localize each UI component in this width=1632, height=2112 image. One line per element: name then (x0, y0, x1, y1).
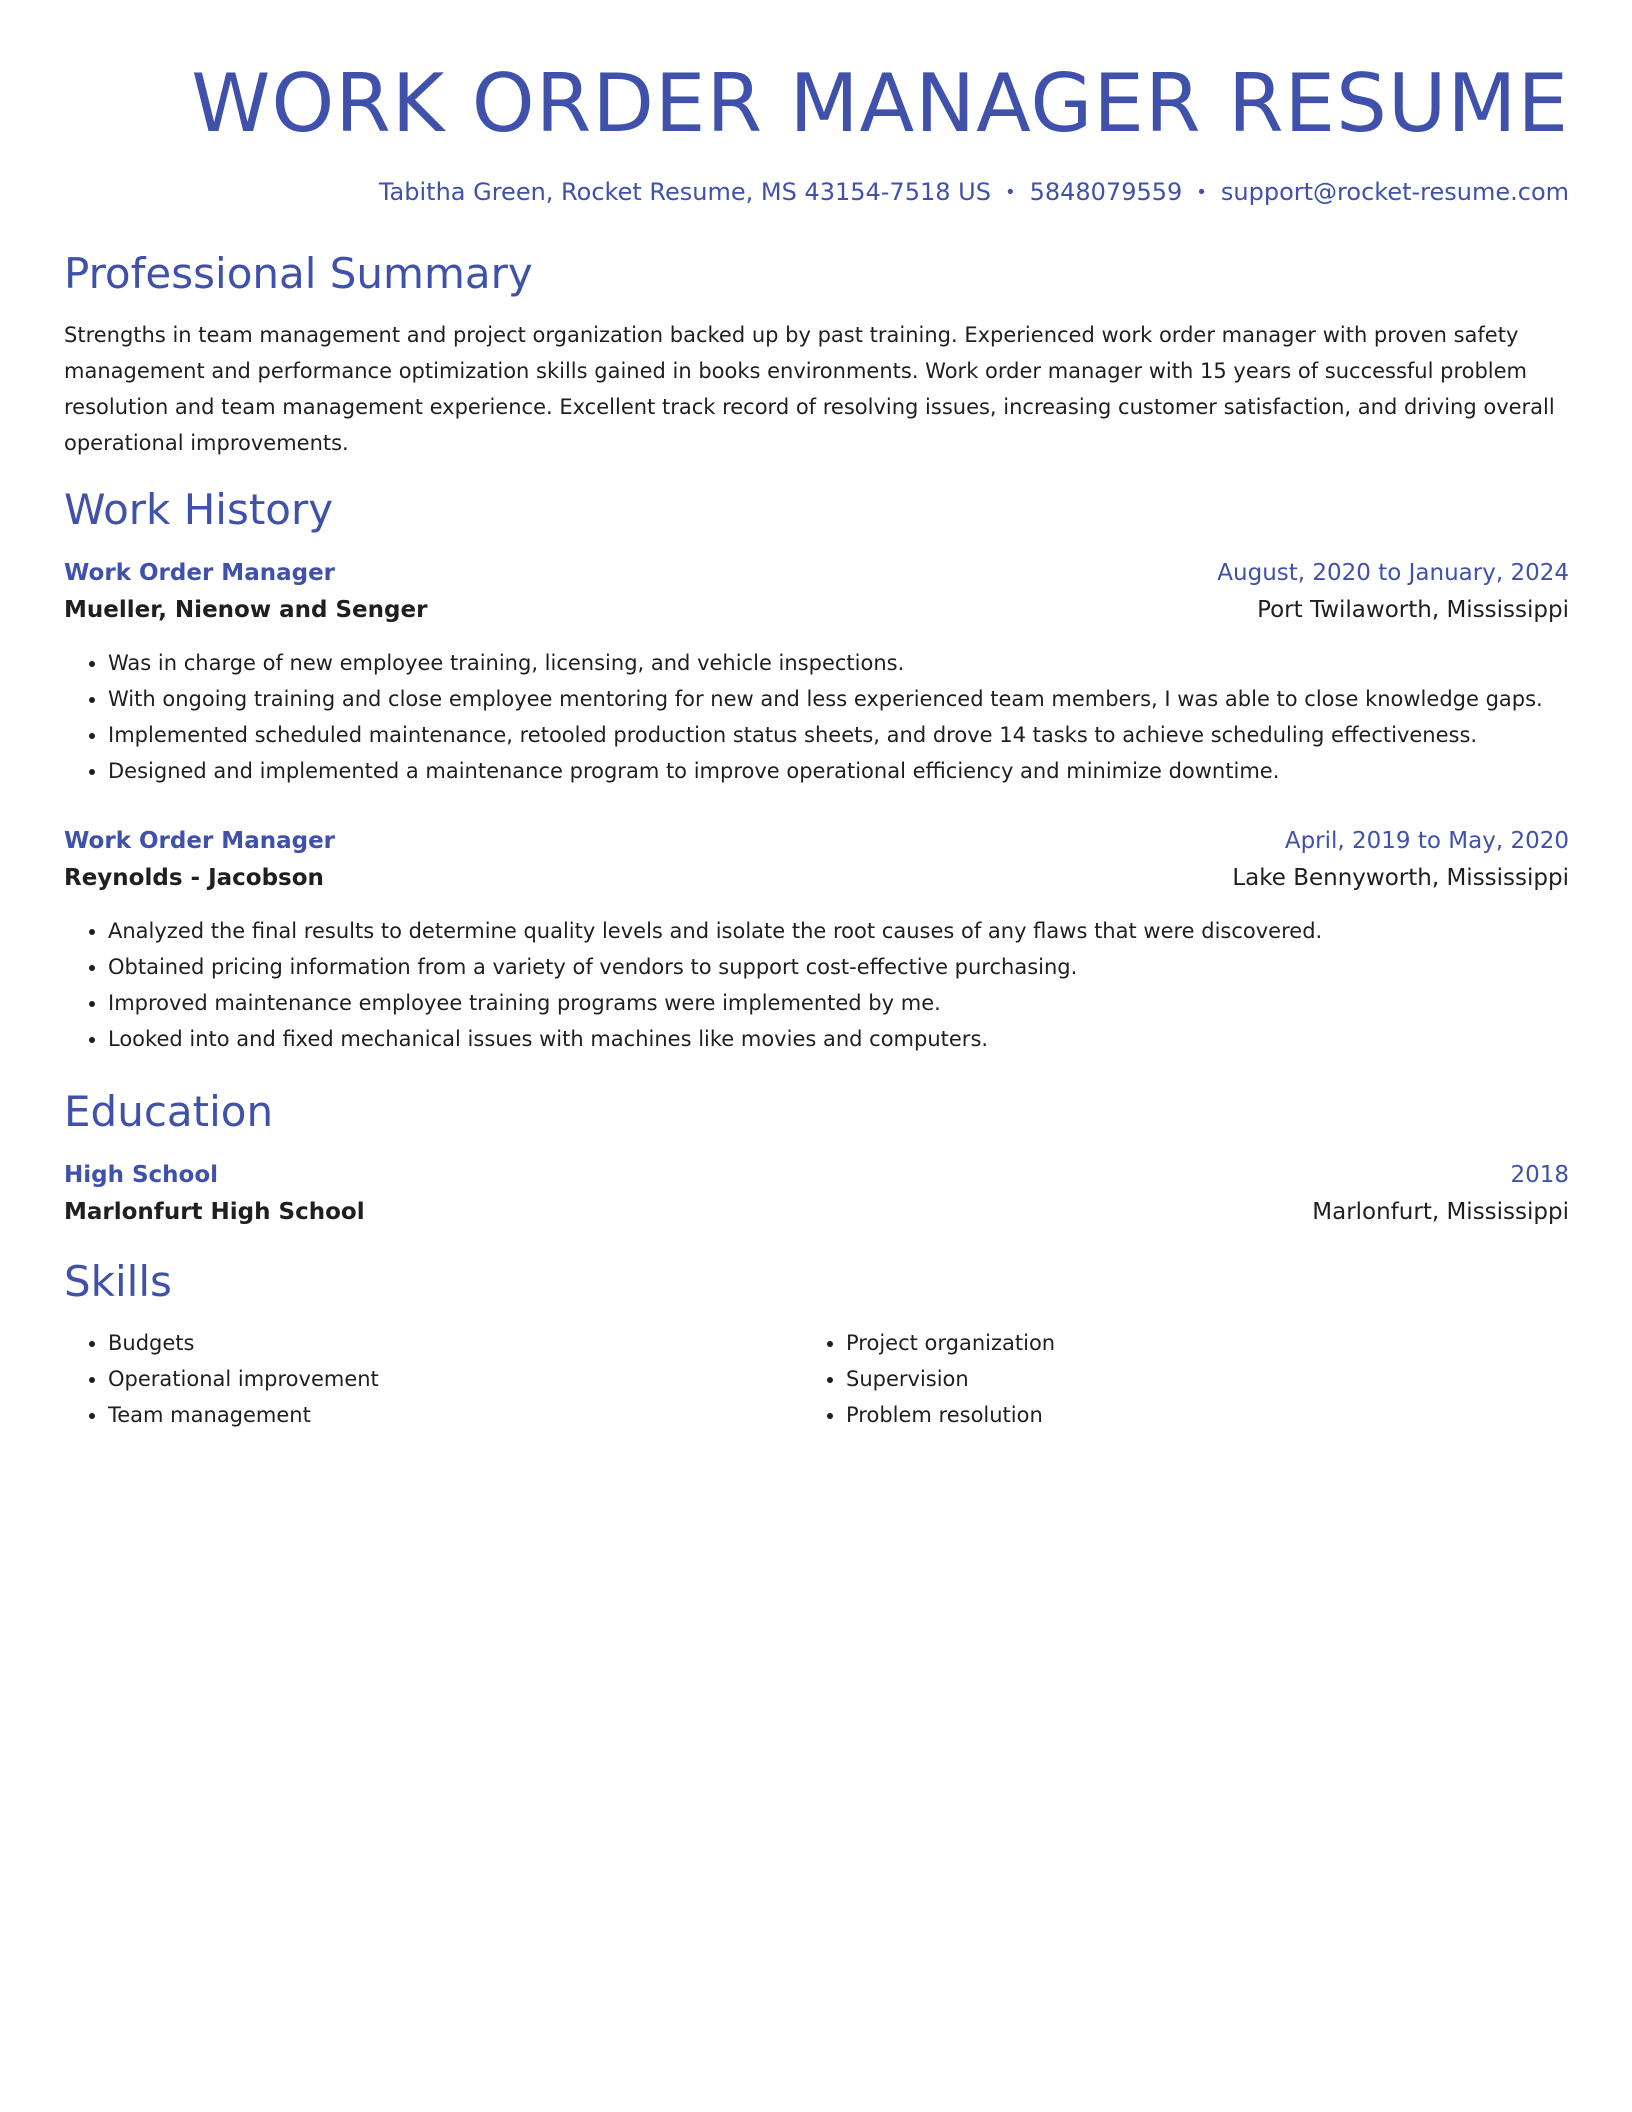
contact-address: Tabitha Green, Rocket Resume, MS 43154-7518 US (378, 178, 991, 206)
section-heading-work-history: Work History (64, 485, 334, 534)
resume-title: WORK ORDER MANAGER RESUME (191, 57, 1569, 150)
job-bullet: • Designed and implemented a maintenance program to improve operational efficiency and minimize downtime. (108, 753, 1569, 789)
job-dates: August, 2020 to January, 2024 (1217, 560, 1569, 586)
job-bullet: • Looked into and fixed mechanical issues with machines like movies and computers. (108, 1021, 1569, 1057)
contact-email[interactable]: support@rocket-resume.com (1220, 178, 1569, 206)
job-entry (64, 823, 1569, 1057)
education-year: 2018 (1510, 1162, 1569, 1188)
job-bullet: • Implemented scheduled maintenance, retooled production status sheets, and drove 14 tasks to achieve scheduling effectiveness. (108, 717, 1569, 753)
education-degree: High School (64, 1162, 219, 1188)
contact-phone[interactable]: 5848079559 (1029, 178, 1183, 206)
job-dates: April, 2019 to May, 2020 (1284, 828, 1569, 854)
skill-item: • Problem resolution (846, 1397, 1540, 1433)
education-location: Marlonfurt, Mississippi (1312, 1199, 1569, 1225)
job-bullet: • Was in charge of new employee training, licensing, and vehicle inspections. (108, 645, 1569, 681)
resume-page (64, 0, 1569, 1433)
job-location: Port Twilaworth, Mississippi (1257, 597, 1569, 623)
skill-item: • Supervision (846, 1361, 1540, 1397)
job-bullets (64, 645, 1569, 789)
job-role: Work Order Manager (64, 560, 336, 586)
skill-item: • Budgets (108, 1325, 802, 1361)
skill-item: • Operational improvement (108, 1361, 802, 1397)
job-company: Reynolds - Jacobson (64, 865, 324, 891)
job-bullet: • Obtained pricing information from a variety of vendors to support cost-effective purchasing. (108, 949, 1569, 985)
contact-separator: • (1196, 182, 1207, 203)
education-entry (64, 1157, 1569, 1231)
education-school: Marlonfurt High School (64, 1199, 365, 1225)
job-bullet: • With ongoing training and close employee mentoring for new and less experienced team members, I was able to close knowledge gaps. (108, 681, 1569, 717)
job-entry (64, 555, 1569, 789)
skill-item: • Project organization (846, 1325, 1540, 1361)
skills-column-right (802, 1325, 1540, 1433)
skills-list (64, 1325, 1569, 1433)
job-location: Lake Bennyworth, Mississippi (1232, 865, 1569, 891)
summary-text: Strengths in team management and project organization backed up by past training. Experienced work order manager with proven safety management and performance optimization skills gained in books environments. Work order manager with 15 years of successful problem resolution and team management experience. Excellent track record of resolving issues, increasing customer satisfaction, and driving overall operational improvements. (64, 323, 1555, 455)
job-company: Mueller, Nienow and Senger (64, 597, 428, 623)
section-heading-education: Education (64, 1087, 274, 1136)
skills-column-left (64, 1325, 802, 1433)
job-bullet: • Improved maintenance employee training programs were implemented by me. (108, 985, 1569, 1021)
contact-line (64, 176, 1569, 209)
job-bullet: • Analyzed the final results to determine quality levels and isolate the root causes of any flaws that were discovered. (108, 913, 1569, 949)
section-heading-summary: Professional Summary (64, 249, 533, 298)
skill-item: • Team management (108, 1397, 802, 1433)
job-bullets (64, 913, 1569, 1057)
job-role: Work Order Manager (64, 828, 336, 854)
contact-separator: • (1004, 182, 1016, 203)
section-heading-skills: Skills (64, 1257, 172, 1306)
